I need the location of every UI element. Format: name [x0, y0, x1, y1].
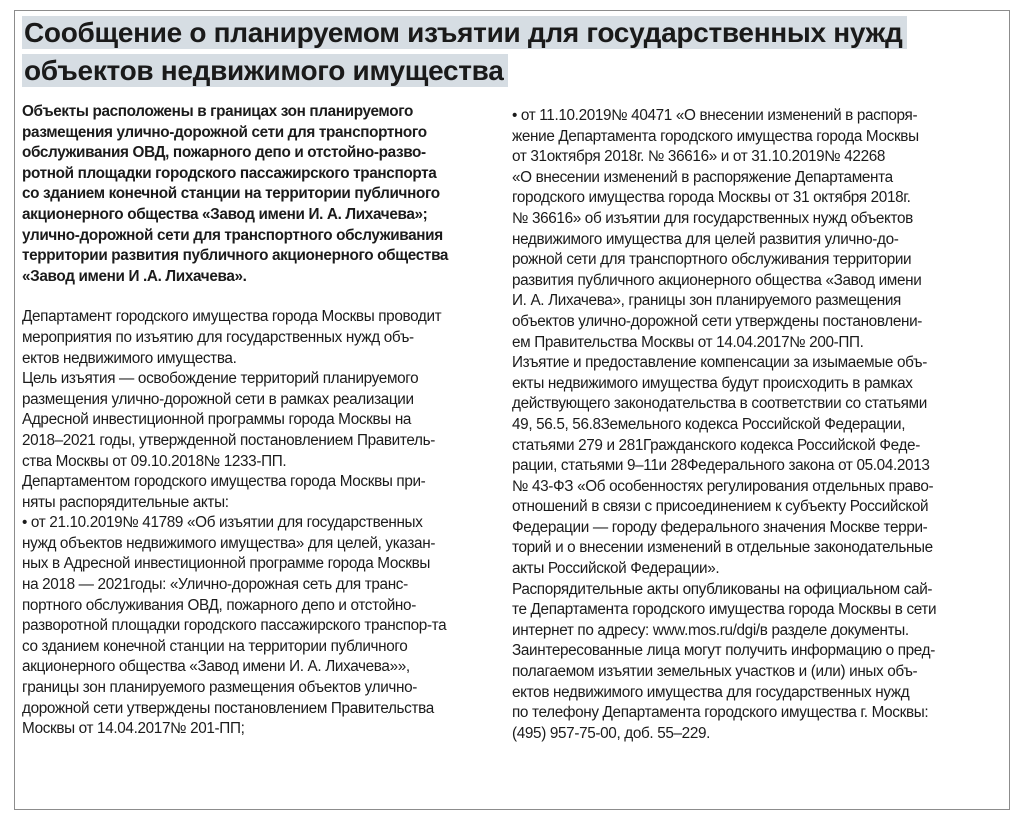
text-line: статьями 279 и 281Гражданского кодекса Российской Феде- — [512, 436, 920, 454]
text-line: Департаментом городского имущества города Москвы при- — [22, 473, 426, 491]
text-line: 49, 56.5, 56.8Земельного кодекса Российской Федерации, — [512, 415, 906, 433]
lead-line: «Завод имени И .А. Лихачева». — [22, 267, 247, 285]
text-line: ных в Адресной инвестиционной программе города Москвы — [22, 555, 431, 573]
lead-line: размещения улично-дорожной сети для транспортного — [22, 123, 427, 141]
text-line: (495) 957-75-00, доб. 55–229. — [512, 724, 711, 742]
text-line: на 2018 — 2021годы: «Улично-дорожная сеть для транс- — [22, 576, 408, 594]
text-line: размещения улично-дорожной сети в рамках реализации — [22, 390, 414, 408]
lead-line: акционерного общества «Завод имени И. А. Лихачева»; — [22, 205, 428, 223]
text-line: со зданием конечной станции на территории публичного — [22, 637, 408, 655]
left-column — [22, 102, 488, 740]
paragraph-gap — [22, 287, 488, 307]
text-line: ектов недвижимого имущества. — [22, 349, 237, 367]
text-line: торий и о внесении изменений в отдельные законодательные — [512, 539, 933, 557]
text-line: дорожной сети утверждены постановлением Правительства — [22, 699, 434, 717]
lead-paragraph — [22, 102, 488, 287]
text-line: городского имущества города Москвы от 31 октября 2018г. — [512, 189, 911, 207]
text-line: екты недвижимого имущества будут происходить в рамках — [512, 374, 913, 392]
text-line: рожной сети для транспортного обслуживания территории — [512, 251, 912, 269]
text-line: полагаемом изъятии земельных участков и (или) иных объ- — [512, 663, 918, 681]
text-line: акты Российской Федерации». — [512, 560, 720, 578]
text-line: разворотной площадки городского пассажирского транспор-та — [22, 617, 447, 635]
lead-line: улично-дорожной сети для транспортного обслуживания — [22, 226, 443, 244]
lead-line: территории развития публичного акционерного общества — [22, 247, 449, 265]
text-line: действующего законодательства в соответствии со статьями — [512, 395, 927, 413]
page-title — [22, 14, 952, 90]
text-line: 2018–2021 годы, утвержденной постановлением Правитель- — [22, 431, 435, 449]
text-line: Москвы от 14.04.2017№ 201-ПП; — [22, 720, 245, 738]
text-line: Адресной инвестиционной программы города Москвы на — [22, 411, 412, 429]
text-line: № 43-ФЗ «Об особенностях регулирования отдельных право- — [512, 477, 934, 495]
text-line: по телефону Департамента городского имущества г. Москвы: — [512, 704, 929, 722]
text-line: няты распорядительные акты: — [22, 493, 229, 511]
text-line: интернет по адресу: www.mos.ru/dgi/в разделе документы. — [512, 621, 909, 639]
text-line: те Департамента городского имущества города Москвы в сети — [512, 601, 937, 619]
right-column — [512, 106, 990, 744]
text-line: Изъятие и предоставление компенсации за изымаемые объ- — [512, 354, 927, 372]
text-line: портного обслуживания ОВД, пожарного депо и отстойно- — [22, 596, 416, 614]
text-line: Цель изъятия — освобождение территорий планируемого — [22, 370, 419, 388]
text-line: рации, статьями 9–11и 28Федерального закона от 05.04.2013 — [512, 457, 930, 475]
text-line: Федерации — городу федерального значения Москве терри- — [512, 518, 928, 536]
text-line: Распорядительные акты опубликованы на официальном сай- — [512, 580, 933, 598]
text-line: Заинтересованные лица могут получить информацию о пред- — [512, 642, 935, 660]
lead-line: ротной площадки городского пассажирского транспорта — [22, 164, 437, 182]
lead-line: со зданием конечной станции на территории публичного — [22, 185, 440, 203]
text-line: границы зон планируемого размещения объектов улично- — [22, 679, 418, 697]
text-line: акционерного общества «Завод имени И. А. Лихачева»», — [22, 658, 410, 676]
text-line: отношений в связи с присоединением к субъекту Российской — [512, 498, 929, 516]
text-line: • от 11.10.2019№ 40471 «О внесении изменений в распоря- — [512, 107, 918, 124]
text-line: И. А. Лихачева», границы зон планируемого размещения — [512, 292, 901, 310]
text-line: • от 21.10.2019№ 41789 «Об изъятии для государственных — [22, 514, 423, 532]
text-line: ектов недвижимого имущества для государственных нужд — [512, 683, 910, 701]
text-line: ства Москвы от 09.10.2018№ 1233-ПП. — [22, 452, 287, 470]
text-line: Департамент городского имущества города Москвы проводит — [22, 308, 442, 326]
text-line: № 36616» об изъятии для государственных нужд объектов — [512, 209, 913, 227]
text-line: мероприятия по изъятию для государственных нужд объ- — [22, 328, 414, 346]
text-line: развития публичного акционерного общества «Завод имени — [512, 271, 922, 289]
text-line: от 31октября 2018г. № 36616» и от 31.10.2019№ 42268 — [512, 148, 886, 166]
text-line: объектов улично-дорожной сети утверждены постановлени- — [512, 312, 923, 330]
text-line: «О внесении изменений в распоряжение Департамента — [512, 168, 893, 186]
left-body-text — [22, 307, 488, 739]
text-line: ем Правительства Москвы от 14.04.2017№ 200-ПП. — [512, 333, 864, 351]
lead-line: Объекты расположены в границах зон планируемого — [22, 103, 414, 120]
text-line: нужд объектов недвижимого имущества» для целей, указан- — [22, 534, 436, 552]
title-line-1: Сообщение о планируемом изъятии для государственных нужд — [22, 16, 907, 49]
text-line: жение Департамента городского имущества города Москвы — [512, 127, 919, 145]
title-line-2: объектов недвижимого имущества — [22, 54, 508, 87]
lead-line: обслуживания ОВД, пожарного депо и отстойно-разво- — [22, 144, 426, 162]
text-line: недвижимого имущества для целей развития улично-до- — [512, 230, 899, 248]
